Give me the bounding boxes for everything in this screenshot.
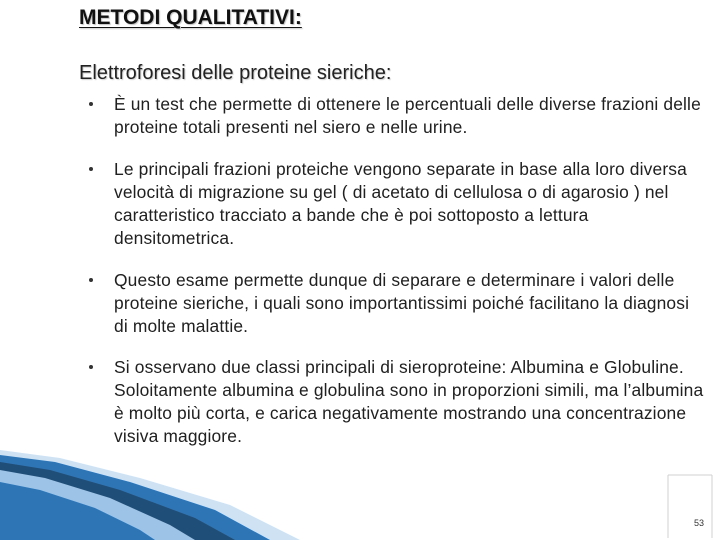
slide-title: METODI QUALITATIVI: — [79, 6, 302, 29]
bullet-item — [80, 269, 705, 338]
slide-subtitle: Elettroforesi delle proteine sieriche: — [79, 62, 392, 84]
bullet-item — [80, 356, 705, 448]
bullet-dot-icon — [89, 278, 93, 282]
bullet-item — [80, 158, 705, 250]
bullet-dot-icon — [89, 102, 93, 106]
page-number: 53 — [693, 518, 704, 528]
bullet-list — [80, 93, 705, 467]
bullet-dot-icon — [89, 365, 93, 369]
bullet-text: Le principali frazioni proteiche vengono separate in base alla loro diversa velocità di migrazione su gel ( di acetato di cellulosa o di agarosio ) nel caratteristico tracciato a bande che è poi sottoposto a lettura densitometrica. — [114, 159, 687, 248]
bullet-text: È un test che permette di ottenere le percentuali delle diverse frazioni delle proteine totali presenti nel siero e nelle urine. — [114, 94, 701, 137]
bullet-text: Questo esame permette dunque di separare e determinare i valori delle proteine sieriche, i quali sono importantissimi poiché facilitano la diagnosi di molte malattie. — [114, 270, 690, 336]
bullet-dot-icon — [89, 167, 93, 171]
bullet-item — [80, 93, 705, 139]
bullet-text: Si osservano due classi principali di sieroproteine: Albumina e Globuline. Soloitamente albumina e globulina sono in proporzioni simili, ma l’albumina è molto più corta, e carica negativamente mostrando una concentrazione visiva maggiore. — [114, 357, 704, 446]
